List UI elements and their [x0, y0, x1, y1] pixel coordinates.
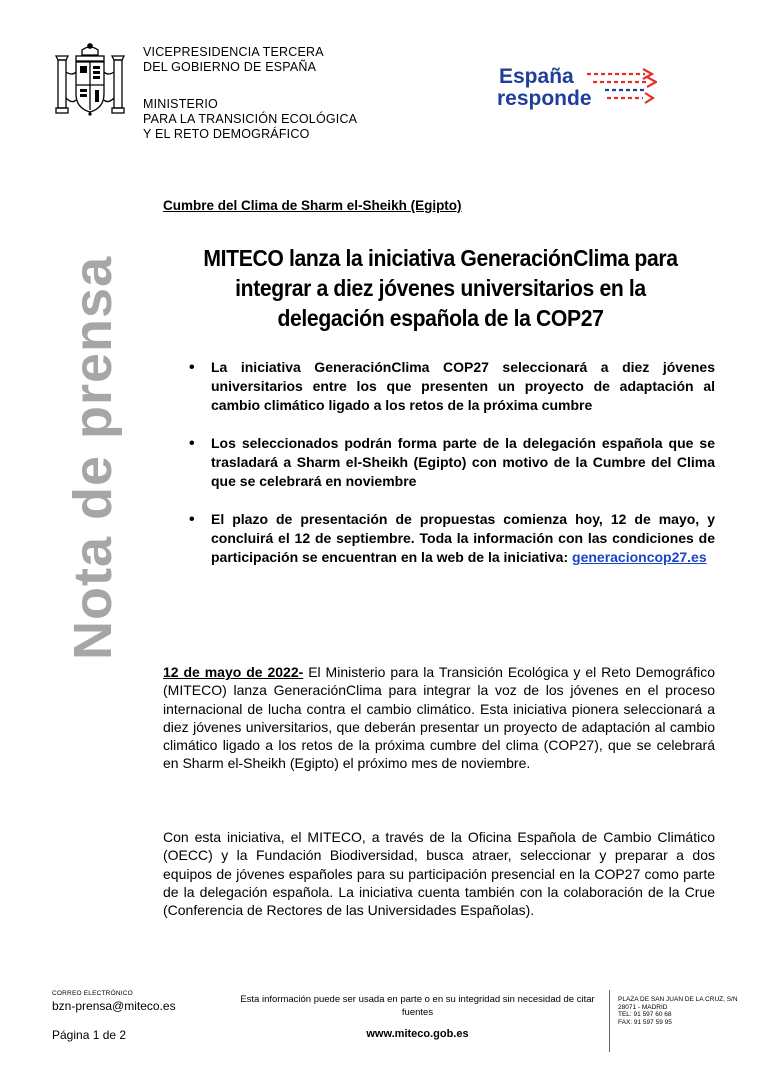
press-release-vertical-label: Nota de prensa — [63, 255, 123, 660]
bullet-item — [211, 434, 715, 491]
contact-email: bzn-prensa@miteco.es — [52, 999, 176, 1013]
address-line: FAX: 91 597 59 95 — [618, 1018, 672, 1026]
espana-responde-logo — [497, 62, 657, 112]
ministry-line: DEL GOBIERNO DE ESPAÑA — [143, 60, 317, 74]
bullet-text: Los seleccionados podrán forma parte de la delegación española que se trasladará a Sharm el-Sheikh (Egipto) con motivo de la Cumbre del Clima que se celebrará en noviembre — [211, 435, 715, 489]
spacer — [143, 75, 357, 97]
bullet-item — [211, 510, 715, 567]
body-paragraph — [163, 663, 715, 773]
email-label: CORREO ELECTRÓNICO — [52, 990, 133, 997]
initiative-link[interactable]: generacioncop27.es — [572, 549, 707, 565]
website-link[interactable]: www.miteco.gob.es — [366, 1028, 469, 1040]
page-number: Página 1 de 2 — [52, 1028, 127, 1042]
postal-address — [618, 996, 738, 1026]
body-paragraph: Con esta iniciativa, el MITECO, a través de la Oficina Española de Cambio Climático (OECC) y la Fundación Biodiversidad, busca atraer, seleccionar y preparar a dos equipos de jóvenes españoles para su participación presencial en la COP27 como parte de la delegación española. La iniciativa cuenta también con la colaboración de la Crue (Conferencia de Rectores de las Universidades Españolas). — [163, 829, 715, 919]
dateline: 12 de mayo de 2022- — [163, 664, 304, 680]
bullet-text: El plazo de presentación de propuestas comienza hoy, 12 de mayo, y concluirá el 12 de septiembre. Toda la información con las condiciones de participación se encuentran en la web de la iniciativa: — [211, 511, 715, 565]
kicker: Cumbre del Clima de Sharm el-Sheikh (Egipto) — [163, 198, 462, 213]
paragraph-text: El Ministerio para la Transición Ecológica y el Reto Demográfico (MITECO) lanza GeneraciónClima para integrar la voz de los jóvenes en el proceso internacional de lucha contra el cambio climático. Esta iniciativa pionera seleccionará a diez jóvenes universitarios, que deberán presentar un proyecto de adaptación al cambio climático ligado a los retos de la próxima cumbre del clima (COP27), que se celebrará en Sharm el-Sheikh (Egipto) el próximo mes de noviembre. — [163, 664, 716, 772]
key-points — [163, 358, 715, 586]
usage-notice: Esta información puede ser usada en parte o en su integridad sin necesidad de citar fuentes — [240, 994, 595, 1018]
bullet-item — [211, 358, 715, 415]
bullet-text: La iniciativa GeneraciónClima COP27 seleccionará a diez jóvenes universitarios entre los que presenten un proyecto de adaptación al cambio climático ligado a los retos de la próxima cumbre — [211, 359, 715, 413]
address-line: 28071 - MADRID — [618, 1003, 668, 1011]
page-title: MITECO lanza la iniciativa GeneraciónClima para integrar a diez jóvenes universitarios en la delegación española de la COP27 — [203, 245, 678, 331]
ministry-name — [143, 45, 357, 142]
ministry-line: PARA LA TRANSICIÓN ECOLÓGICA — [143, 112, 358, 126]
footer-divider — [609, 990, 610, 1052]
logo-line-2: responde — [497, 87, 592, 110]
spain-coat-of-arms-icon — [52, 42, 128, 124]
address-line: TEL: 91 597 60 68 — [618, 1011, 672, 1018]
logo-line-1: España — [499, 65, 574, 88]
arrows-icon — [587, 74, 649, 98]
ministry-line: VICEPRESIDENCIA TERCERA — [143, 45, 324, 59]
ministry-line: Y EL RETO DEMOGRÁFICO — [143, 127, 310, 141]
address-line: PLAZA DE SAN JUAN DE LA CRUZ, S/N — [618, 996, 738, 1003]
ministry-line: MINISTERIO — [143, 97, 218, 111]
